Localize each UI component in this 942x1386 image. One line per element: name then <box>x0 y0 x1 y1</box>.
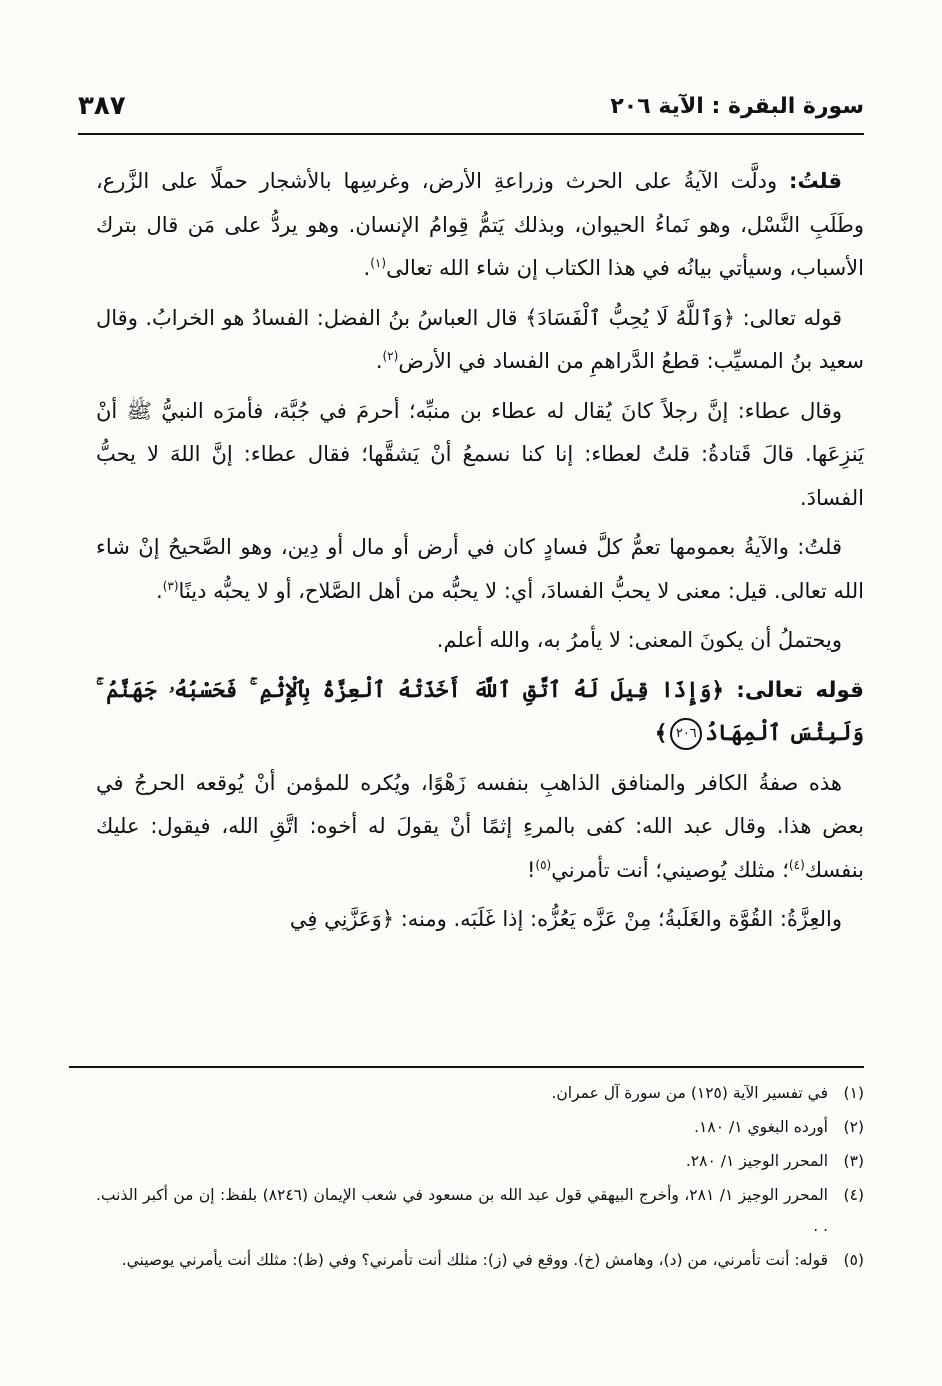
footnote-item <box>96 1146 864 1177</box>
paragraph-text: ودلَّت الآيةُ على الحرث وزراعةِ الأرض، وغرسِها بالأشجار حملًا على الزَّرع، وطَلَبِ النَّسْل، وهو نَماءُ الحيوان، وبذلك يَتمُّ قِوامُ الإنسان. وهو يردُّ على مَن قال بترك الأسباب، وسيأتي بيانُه في هذا الكتاب إن شاء الله تعالى <box>96 169 864 280</box>
paragraph-text: ويحتملُ أن يكونَ المعنى: لا يأمرُ به، والله أعلم. <box>436 628 842 652</box>
paragraph-text: وقال عطاء: إنَّ رجلاً كانَ يُقال له عطاء بن منبِّه؛ أحرمَ في جُبَّة، فأمرَه النبيُّ ﷺ أنْ يَنزِعَها. قالَ قَتادةُ: قلتُ لعطاء: إنا كنا نسمعُ أنْ يَشقَّها؛ فقال عطاء: إنَّ اللهَ لا يحبُّ الفسادَ. <box>96 398 864 510</box>
paragraph-text: هذه صفةُ الكافر والمنافق الذاهبِ بنفسه زَهْوًا، ويُكره للمؤمن أنْ يُوقعه الحرجُ في بعض هذا. وقال عبد الله: كفى بالمرءِ إثمًا أنْ يقولَ له أخوه: اتَّقِ الله، فيقول: عليك بنفسك <box>96 770 864 882</box>
paragraph-1 <box>96 160 864 291</box>
footnote-ref[interactable]: (٥) <box>535 857 552 872</box>
footnote-text: قوله: أنت تأمرني، من (د)، وهامش (خ). ووقع في (ز): مثلك أنت تأمرني؟ وفي (ظ): مثلك أنت يأمرني يوصيني. <box>121 1251 828 1269</box>
quran-verse: ﴿وَإِذَا قِيلَ لَهُ ٱتَّقِ ٱللَّهَ أَخَذَتْهُ ٱلْعِزَّةُ بِٱلْإِثْمِ ۚ فَحَسْبُهُۥ جَهَنَّمُ ۚ وَلَبِئْسَ ٱلْمِهَادُ <box>96 677 864 746</box>
footnote-item <box>96 1112 864 1143</box>
footnote-item <box>96 1245 864 1276</box>
paragraph-2 <box>96 297 864 384</box>
footnotes <box>96 1078 864 1279</box>
verse-close: ﴾ <box>654 721 668 746</box>
footnote-divider <box>69 1066 864 1068</box>
paragraph-6 <box>96 762 864 893</box>
footnote-ref[interactable]: (٢) <box>382 349 399 363</box>
footnote-text: المحرر الوجيز ١/ ٢٨٠. <box>685 1152 828 1170</box>
page-number: ٣٨٧ <box>78 91 126 121</box>
footnote-text: أورده البغوي ١/ ١٨٠. <box>694 1118 828 1136</box>
paragraph-4 <box>96 526 864 613</box>
paragraph-text-mid: ؛ مثلك يُوصيني؛ أنت تأمرني <box>551 857 789 882</box>
ayah-number-marker: ٢٠٦ <box>670 718 702 750</box>
paragraph-tail: . <box>156 578 163 603</box>
footnote-number: (٣) <box>843 1152 864 1170</box>
paragraph-text: والعِزَّةُ: القُوَّة والغَلَبةُ؛ مِنْ عَزَّه يَعُزُّه: إذا غَلَبَه. ومنه: ﴿وَعَزَّنِي فِي <box>289 907 842 931</box>
paragraph-lead: قلتُ: <box>789 169 842 193</box>
paragraph-tail: ! <box>526 857 536 882</box>
footnote-item <box>96 1078 864 1109</box>
header-divider <box>78 133 864 135</box>
footnote-number: (٥) <box>843 1251 864 1269</box>
paragraph-text: قلتُ: والآيةُ بعمومها تعمُّ كلَّ فسادٍ كان في أرض أو مال أو دِين، وهو الصَّحيحُ إنْ شاء الله تعالى. قيل: معنى لا يحبُّ الفسادَ، أي: لا يحبُّه من أهل الصَّلاح، أو لا يحبُّه دينًا <box>96 535 864 603</box>
footnote-text: المحرر الوجيز ١/ ٢٨١، وأخرج البيهقي قول عبد الله بن مسعود في شعب الإيمان (٨٢٤٦) بلفظ: إن من أكبر الذنب. . . <box>96 1186 828 1235</box>
main-text <box>96 160 864 948</box>
footnote-item <box>96 1180 864 1242</box>
header-title: سورة البقرة : الآية ٢٠٦ <box>610 93 864 119</box>
paragraph-5 <box>96 619 864 663</box>
footnote-number: (٢) <box>843 1118 864 1136</box>
paragraph-7 <box>96 898 864 942</box>
footnote-number: (١) <box>843 1084 864 1102</box>
footnote-ref[interactable]: (٣) <box>162 578 179 593</box>
footnote-number: (٤) <box>843 1186 864 1204</box>
footnote-ref[interactable]: (٤) <box>788 857 805 872</box>
paragraph-tail: . <box>375 349 383 373</box>
paragraph-3 <box>96 390 864 521</box>
footnote-text: في تفسير الآية (١٢٥) من سورة آل عمران. <box>551 1084 828 1102</box>
paragraph-tail: . <box>363 256 371 280</box>
footnote-ref[interactable]: (١) <box>370 256 387 270</box>
paragraph-text: قوله تعالى: ﴿وَٱللَّهُ لَا يُحِبُّ ٱلْفَسَادَ﴾ قال العباسُ بنُ الفضل: الفسادُ هو الخرابُ. وقال سعيد بنُ المسيِّب: قطعُ الدَّراهمِ من الفساد في الأرض <box>96 305 864 373</box>
verse-lead: قوله تعالى: <box>736 677 864 703</box>
running-header <box>78 86 864 126</box>
verse-heading <box>96 669 864 756</box>
